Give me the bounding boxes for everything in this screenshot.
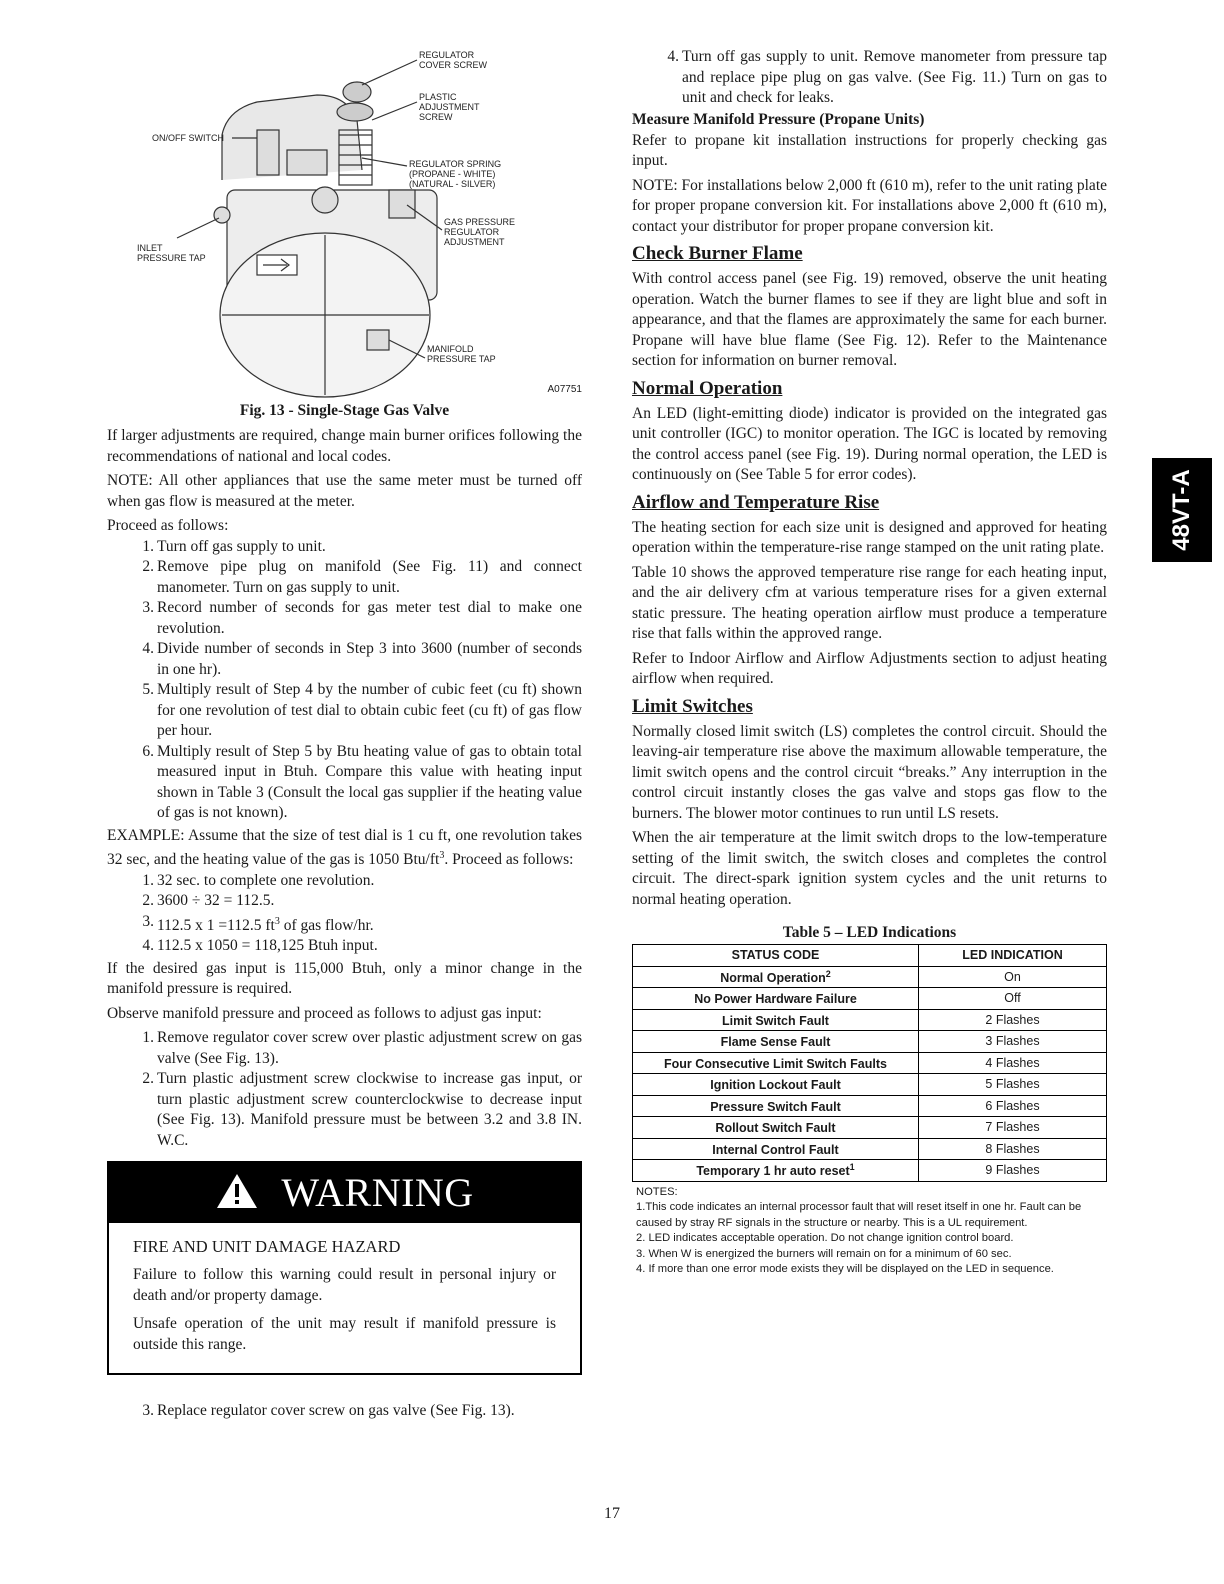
list-item: 1. Remove regulator cover screw over plastic adjustment screw on gas valve (See Fig. 13). — [142, 1029, 582, 1067]
proceed-label: Proceed as follows: — [107, 517, 229, 534]
paragraph-observe: Observe manifold pressure and proceed as follows to adjust gas input: — [107, 1004, 542, 1022]
paragraph-limit-1: Normally closed limit switch (LS) completes the control circuit. Should the leaving-air temperature rise above the maximum allowable temperature, the limit switch opens and the control circuit “breaks.” Any interruption in the control circuit instantly closes the gas valve and stops gas flow to the burners. The blower motor continues to run until LS resets. — [632, 722, 1107, 822]
paragraph-airflow-1: The heating section for each size unit is designed and approved for heating operation within the temperature-rise range stamped on the unit rating plate. — [632, 518, 1107, 556]
continued-steps — [632, 47, 1107, 109]
heading-limit-switches: Limit Switches — [632, 695, 753, 717]
heading-airflow-temperature-rise: Airflow and Temperature Rise — [632, 491, 880, 513]
note-item: 3. When W is energized the burners will remain on for a minimum of 60 sec. — [636, 1247, 1012, 1260]
final-steps — [107, 1401, 582, 1422]
gas-valve-figure — [107, 40, 582, 400]
note-label: NOTE: — [107, 472, 153, 489]
note-propane — [632, 176, 1107, 238]
warning-header — [109, 1163, 580, 1223]
paragraph-desired-input: If the desired gas input is 115,000 Btuh, only a minor change in the manifold pressure is required. — [107, 959, 582, 998]
table-row: No Power Hardware Failure Off — [633, 988, 1107, 1010]
note-item: 1.This code indicates an internal processor fault that will reset itself in one hr. Fault can be caused by stray RF signals in the structure or nearby. This is a UL requirement. — [636, 1201, 1082, 1229]
callout-regulator-cover-screw: REGULATOR COVER SCREW — [419, 50, 488, 70]
warning-text-1: Failure to follow this warning could result in personal injury or death and/or property damage. — [133, 1266, 556, 1304]
propane-paragraph: Refer to propane kit installation instructions for properly checking gas input. — [632, 131, 1107, 169]
note-text: For installations below 2,000 ft (610 m), refer to the unit rating plate for proper propane conversion kit. For installations above 2,000 ft (610 m), contact your distributor for proper propane conversion kit. — [632, 176, 1107, 235]
table-row: Internal Control Fault 8 Flashes — [633, 1138, 1107, 1160]
table-row: Ignition Lockout Fault 5 Flashes — [633, 1074, 1107, 1096]
callout-manifold-pressure-tap: MANIFOLD PRESSURE TAP — [427, 344, 496, 364]
list-item: 3. 112.5 x 1 =112.5 $ft^3$ of gas flow/hr. — [142, 912, 374, 934]
table-row: Four Consecutive Limit Switch Faults 4 Flashes — [633, 1052, 1107, 1074]
column-header-status: STATUS CODE — [633, 945, 919, 967]
note-other-appliances — [107, 471, 582, 512]
led-indications-table — [632, 944, 1107, 1182]
heading-check-burner-flame: Check Burner Flame — [632, 243, 803, 264]
list-item: 3. Replace regulator cover screw on gas valve (See Fig. 13). — [142, 1402, 515, 1420]
callout-gas-pressure-regulator: GAS PRESSURE REGULATOR ADJUSTMENT — [444, 217, 516, 247]
example-steps — [107, 871, 582, 957]
left-column — [107, 40, 582, 1424]
list-item: 2. 3600 ÷ 32 = 112.5. — [142, 892, 275, 910]
note-text: All other appliances that use the same meter must be turned off when gas flow is measured at the meter. — [107, 472, 582, 510]
callout-inlet-pressure-tap: INLET PRESSURE TAP — [137, 243, 206, 263]
warning-box — [107, 1161, 582, 1375]
table-notes — [632, 1185, 1107, 1278]
note-item: 4. If more than one error mode exists they will be displayed on the LED in sequence. — [636, 1263, 1054, 1275]
table-row: Limit Switch Fault 2 Flashes — [633, 1009, 1107, 1031]
right-column — [632, 47, 1107, 1278]
list-item: 5. Multiply result of Step 4 by the number of cubic feet (cu ft) shown for one revolution of test dial to obtain cubic feet (cu ft) of gas flow per hour. — [142, 681, 582, 739]
paragraph-burner-flame: With control access panel (see Fig. 19) removed, observe the unit heating operation. Watch the burner flames to see if they are light blue and soft in appearance, and that the flames are approximately the same for each burner. Propane will have blue flame (See Fig. 12). Refer to the Maintenance section for information on burner removal. — [632, 270, 1107, 369]
table-row: Flame Sense Fault 3 Flashes — [633, 1031, 1107, 1053]
note-label: NOTE: — [632, 176, 678, 194]
table-row: Rollout Switch Fault 7 Flashes — [633, 1117, 1107, 1139]
section-tab — [1152, 458, 1212, 562]
column-header-led: LED INDICATION — [919, 945, 1107, 967]
propane-section-title: Measure Manifold Pressure (Propane Units) — [632, 110, 925, 128]
list-item: 4. Turn off gas supply to unit. Remove manometer from pressure tap and replace pipe plug on gas valve. (See Fig. 11.) Turn on gas to unit and check for leaks. — [667, 48, 1107, 106]
table-row: Temporary 1 hr auto reset$^1$ 9 Flashes — [633, 1160, 1107, 1182]
paragraph-normal-operation: An LED (light-emitting diode) indicator is provided on the integrated gas unit controller (IGC) to monitor operation. The IGC is located by removing the control access panel (see Fig. 19). During normal operation, the LED is continuously on (See Table 5 for error codes). — [632, 404, 1107, 483]
table-header-row — [633, 945, 1107, 967]
example-paragraph: EXAMPLE: Assume that the size of test dial is 1 cu ft, one revolution takes 32 sec, and the heating value of the gas is 1050 Btu/$ft^3$. Proceed as follows: — [107, 826, 582, 869]
page-number: 17 — [604, 1505, 620, 1522]
heading-normal-operation: Normal Operation — [632, 377, 783, 399]
callout-regulator-spring: REGULATOR SPRING (PROPANE - WHITE) (NATURAL - SILVER) — [409, 159, 502, 189]
warning-text-2: Unsafe operation of the unit may result if manifold pressure is outside this range. — [133, 1315, 556, 1353]
figure-id: A07751 — [547, 384, 582, 395]
list-item: 6. Multiply result of Step 5 by Btu heating value of gas to obtain total measured input in Btuh. Compare this value with heating input shown in Table 3 (Consult the local gas supplier if the heating value of gas is not known). — [142, 742, 582, 821]
note-item: 2. LED indicates acceptable operation. Do not change ignition control board. — [636, 1232, 1014, 1244]
table-row: Normal Operation$^2$ On — [633, 966, 1107, 988]
callout-plastic-adjustment-screw: PLASTIC ADJUSTMENT SCREW — [419, 92, 480, 122]
table-row: Pressure Switch Fault 6 Flashes — [633, 1095, 1107, 1117]
list-item: 2. Remove pipe plug on manifold (See Fig. 11) and connect manometer. Turn on gas supply to unit. — [142, 558, 582, 596]
warning-body — [109, 1223, 580, 1373]
figure-caption: Fig. 13 - Single-Stage Gas Valve — [239, 402, 450, 419]
paragraph-airflow-3: Refer to Indoor Airflow and Airflow Adjustments section to adjust heating airflow when required. — [632, 649, 1107, 687]
adjust-steps — [107, 1028, 582, 1151]
list-item: 1. Turn off gas supply to unit. — [142, 537, 326, 555]
list-item: 1. 32 sec. to complete one revolution. — [142, 871, 375, 889]
paragraph-airflow-2: Table 10 shows the approved temperature rise range for each heating input, and the air delivery cfm at various temperature rises for a given external static pressure. The heating operation airflow must produce a temperature rise that falls within the approved range. — [632, 563, 1107, 642]
paragraph-limit-2: When the air temperature at the limit switch drops to the low-temperature setting of the limit switch, the switch closes and completes the control circuit. The direct-spark ignition system cycles and the unit returns to normal heating operation. — [632, 829, 1107, 908]
section-tab-label: 48VT-A — [1168, 469, 1195, 551]
list-item: 4. Divide number of seconds in Step 3 into 3600 (number of seconds in one hr). — [142, 640, 582, 678]
table-caption: Table 5 – LED Indications — [782, 924, 957, 941]
warning-triangle-icon — [215, 1167, 259, 1227]
callout-on-off-switch: ON/OFF SWITCH — [152, 133, 224, 143]
list-item: 3. Record number of seconds for gas meter test dial to make one revolution. — [142, 599, 582, 637]
warning-heading: WARNING — [281, 1170, 474, 1216]
list-item: 2. Turn plastic adjustment screw clockwise to increase gas input, or turn plastic adjustment screw counterclockwise to decrease input (See Fig. 13). Manifold pressure must be between 3.2 and 3.8 IN. W.C. — [142, 1070, 582, 1149]
paragraph-larger-adjustments: If larger adjustments are required, change main burner orifices following the recommendations of national and local codes. — [107, 427, 582, 465]
list-item: 4. 112.5 x 1050 = 118,125 Btuh input. — [142, 937, 378, 955]
measure-steps — [107, 537, 582, 824]
warning-title: FIRE AND UNIT DAMAGE HAZARD — [133, 1237, 401, 1257]
notes-label: NOTES: — [636, 1185, 678, 1198]
